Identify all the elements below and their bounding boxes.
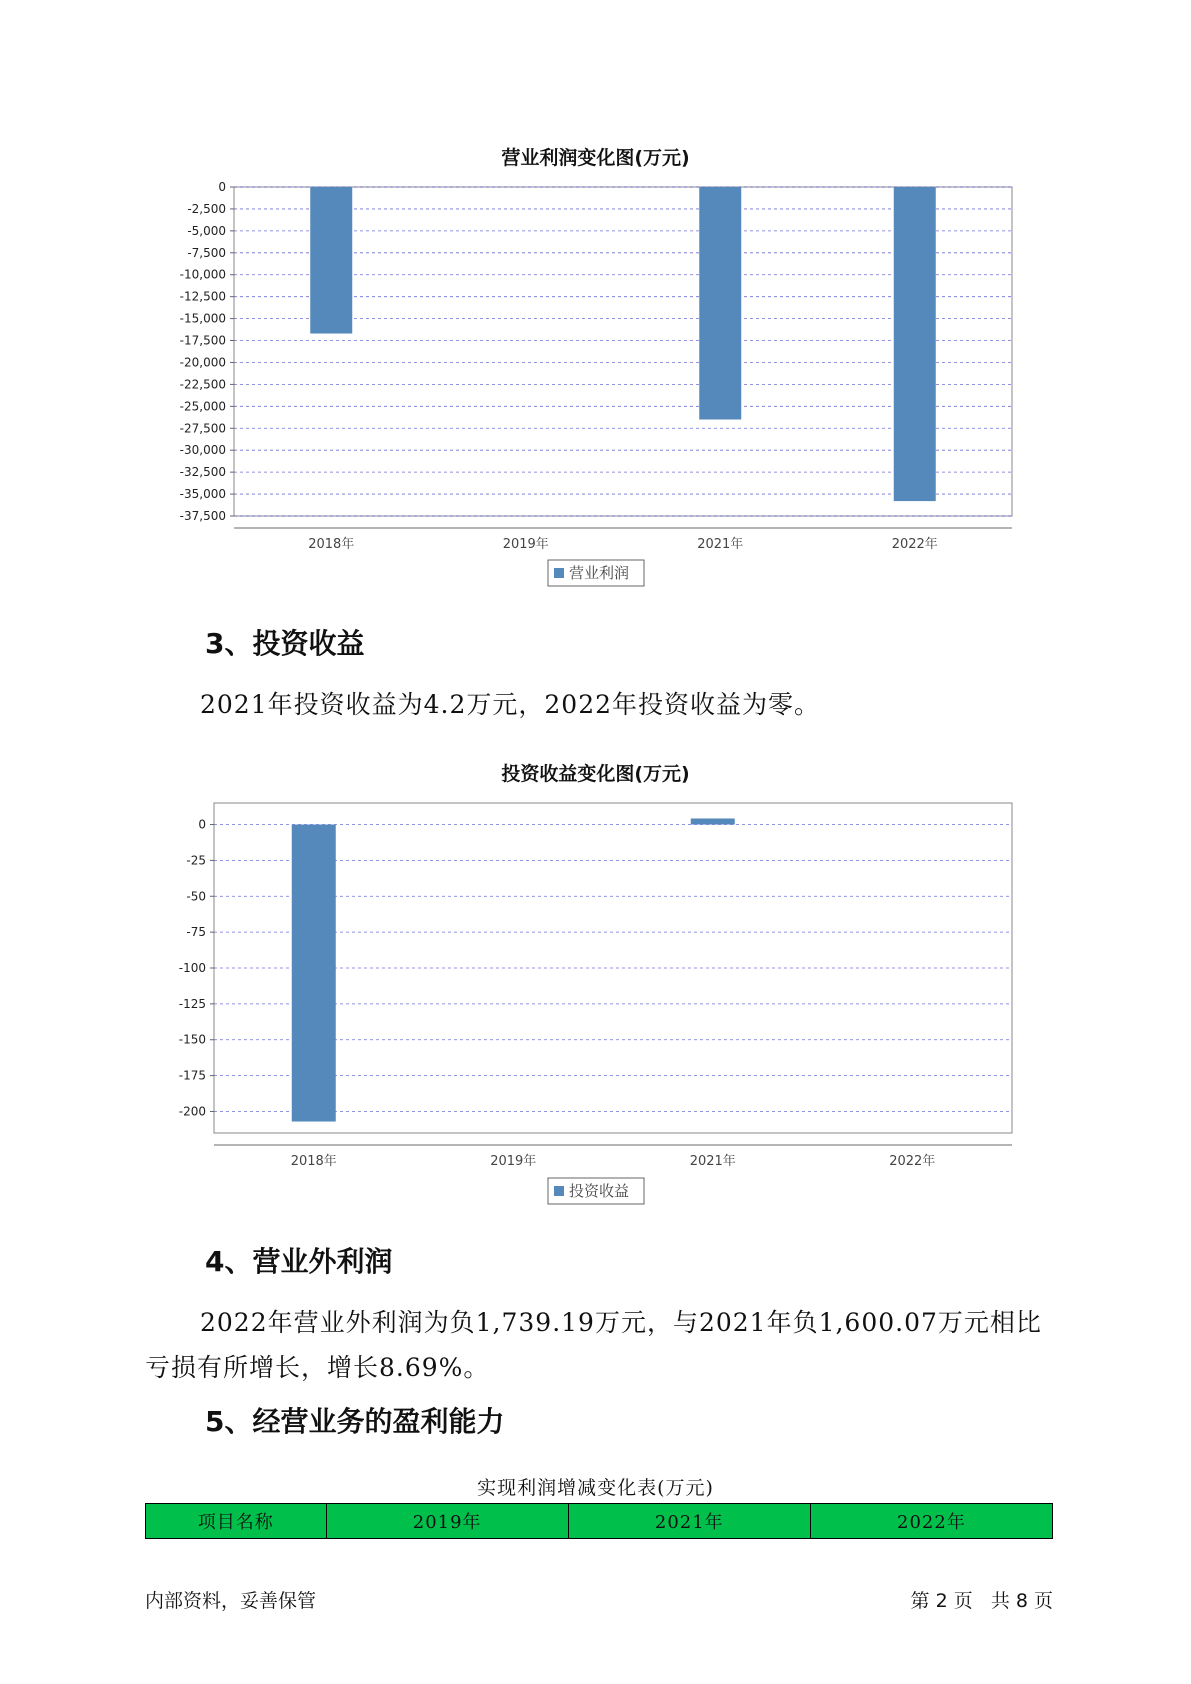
y-tick-label: -37,500 [179, 509, 226, 523]
table-header-item-name: 项目名称 [146, 1504, 327, 1539]
y-tick-label: -75 [186, 925, 206, 940]
x-tick-label: 2019年 [490, 1154, 537, 1169]
y-tick-label: -22,500 [179, 377, 226, 392]
y-tick-label: -7,500 [187, 245, 226, 260]
y-tick-label: -125 [178, 996, 206, 1011]
x-tick-label: 2022年 [891, 537, 938, 552]
chart2-title: 投资收益变化图(万元) [501, 763, 690, 785]
y-tick-label: -10,000 [179, 267, 226, 282]
y-tick-label: -30,000 [179, 443, 226, 458]
y-tick-label: -50 [186, 889, 206, 904]
x-tick-label: 2018年 [308, 537, 355, 552]
profit-change-table [145, 1503, 1053, 1539]
y-tick-label: -175 [178, 1068, 206, 1083]
legend-label: 投资收益 [569, 1182, 630, 1200]
x-tick-label: 2019年 [502, 537, 549, 552]
y-tick-label: -15,000 [179, 311, 226, 326]
legend-swatch [554, 1186, 564, 1196]
y-tick-label: -32,500 [179, 465, 226, 480]
y-tick-label: -200 [178, 1104, 206, 1119]
table-header-row [146, 1504, 1053, 1539]
y-tick-label: 0 [198, 817, 206, 832]
footer-left: 内部资料，妥善保管 [145, 1590, 317, 1612]
y-tick-label: -150 [178, 1032, 206, 1047]
bar [691, 818, 735, 824]
x-tick-label: 2018年 [290, 1154, 337, 1169]
y-tick-label: -25,000 [179, 399, 226, 414]
legend-label: 营业利润 [569, 564, 630, 582]
section3-heading: 3、投资收益 [205, 627, 365, 660]
section4-heading: 4、营业外利润 [205, 1245, 393, 1278]
y-tick-label: -27,500 [179, 421, 226, 436]
table-caption: 实现利润增减变化表(万元) [477, 1477, 714, 1499]
y-tick-label: -5,000 [187, 223, 226, 238]
y-tick-label: -20,000 [179, 355, 226, 370]
section5-heading: 5、经营业务的盈利能力 [205, 1405, 505, 1438]
footer-page-number: 第 2 页 共 8 页 [910, 1590, 1053, 1612]
section3-text: 2021年投资收益为4.2万元，2022年投资收益为零。 [200, 690, 821, 719]
y-tick-label: -12,500 [179, 289, 226, 304]
y-tick-label: -17,500 [179, 333, 226, 348]
y-tick-label: -25 [186, 853, 206, 868]
y-tick-label: -100 [178, 961, 206, 975]
x-tick-label: 2021年 [689, 1154, 736, 1169]
y-tick-label: -35,000 [179, 487, 226, 502]
x-tick-label: 2022年 [889, 1154, 936, 1169]
y-tick-label: -2,500 [187, 201, 226, 216]
bar [292, 825, 336, 1122]
x-tick-label: 2021年 [697, 537, 744, 552]
chart1-title: 营业利润变化图(万元) [501, 147, 690, 169]
table-header-2021: 2021年 [568, 1504, 810, 1539]
table-header-2022: 2022年 [810, 1504, 1052, 1539]
table-header-2019: 2019年 [326, 1504, 568, 1539]
y-tick-label: 0 [218, 180, 226, 194]
section4-text: 2022年营业外利润为负1,739.19万元，与2021年负1,600.07万元相比亏损有所增长，增长8.69%。 [145, 1308, 1042, 1382]
